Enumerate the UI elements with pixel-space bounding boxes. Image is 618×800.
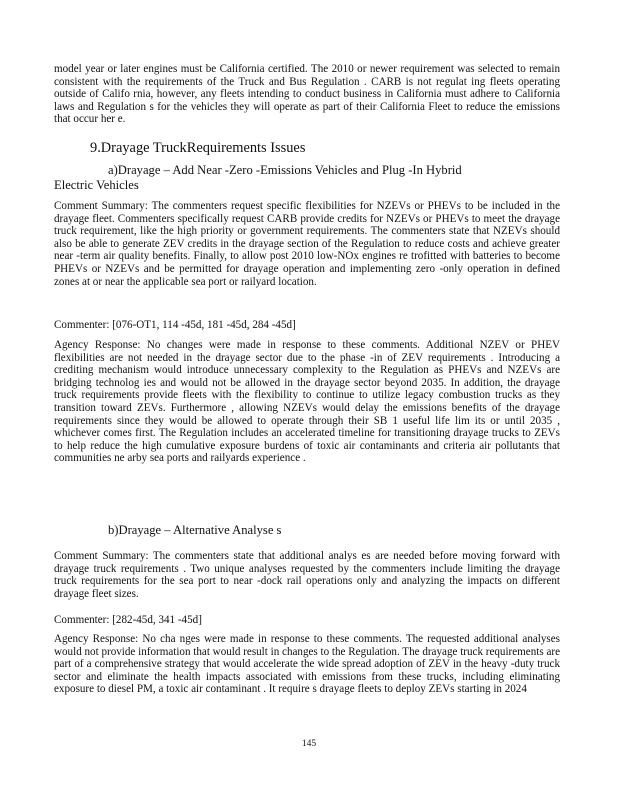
subsection-a-agency-response: Agency Response: No changes were made in response to these comments. Additional NZEV or PHEV flexibilities are not needed in the drayage sector due to the phase -in of ZEV requirements . Introducing a crediting mechanism would introduce unnecessary complexity to the Regulation as PHEVs and NZEVs are bridging technolog ies and would not be allowed in the drayage sector beyond 2035. In addition, the drayage truck requirements provide fleets with the flexibility to continue to utilize legacy combustion trucks as they transition toward ZEVs. Furthermore , allowing NZEVs would delay the emissions benefits of the drayage requirements since they would be allowed to operate through their SB 1 useful life lim its or until 2035 , whichever comes first. The Regulation includes an accelerated timeline for transitioning drayage trucks to ZEVs to help reduce the high cumulative exposure burdens of toxic air contaminants and criteria air pollutants that communities ne arby sea ports and railyards experience . — [54, 339, 560, 465]
subsection-b-heading — [54, 523, 560, 538]
subsection-a-heading-line2: Electric Vehicles — [54, 178, 139, 192]
page-number: 145 — [301, 739, 317, 749]
subsection-a-comment-summary: Comment Summary: The commenters request specific flexibilities for NZEVs or PHEVs to be included in the drayage fleet. Commenters specifically request CARB provide credits for NZEVs or PHEVs to meet the drayage truck requirement, like the high priority or government requirements. The commenters state that NZEVs should also be able to generate ZEV credits in the drayage section of the Regulation to reduce costs and achieve greater near -term air quality benefits. Finally, to allow post 2010 low-NOx engines re trofitted with batteries to become PHEVs or NZEVs and be permitted for drayage operation and implementing zero -only operation in defined zones at or near the applicable sea port or railyard location. — [54, 200, 560, 288]
subsection-a-heading-line1: a)Drayage – Add Near -Zero -Emissions Vehicles and Plug -In Hybrid — [108, 163, 462, 177]
subsection-b-comment-summary: Comment Summary: The commenters state that additional analys es are needed before moving forward with drayage truck requirements . Two unique analyses requested by the commenters include limiting the drayage truck requirements for the sea port to near -dock rail operations only and analyzing the impacts on different drayage fleet sizes. — [54, 550, 560, 600]
subsection-b-agency-response: Agency Response: No cha nges were made in response to these comments. The requested additional analyses would not provide information that would result in changes to the Regulation. The drayage truck requirements are part of a comprehensive strategy that would accelerate the wide spread adoption of ZEV in the heavy -duty truck sector and eliminate the health impacts associated with emissions from these trucks, including eliminating exposure to diesel PM, a toxic air contaminant . It require s drayage fleets to deploy ZEVs starting in 2024 — [54, 633, 560, 696]
subsection-b-commenter: Commenter: [282-45d, 341 -45d] — [54, 614, 202, 626]
intro-paragraph: model year or later engines must be California certified. The 2010 or newer requirement was selected to remain consistent with the requirements of the Truck and Bus Regulation . CARB is not regulat ing fleets operating outside of Califo rnia, however, any fleets intending to conduct business in California must adhere to California laws and Regulation s for the vehicles they will operate as part of their California Fleet to reduce the emissions that occur her e. — [54, 63, 560, 126]
section-heading: 9.Drayage TruckRequirements Issues — [90, 140, 306, 156]
subsection-a-heading — [54, 163, 560, 193]
subsection-b-heading-text: b)Drayage – Alternative Analyse s — [108, 523, 282, 537]
subsection-a-commenter: Commenter: [076-OT1, 114 -45d, 181 -45d, 284 -45d] — [54, 319, 296, 331]
